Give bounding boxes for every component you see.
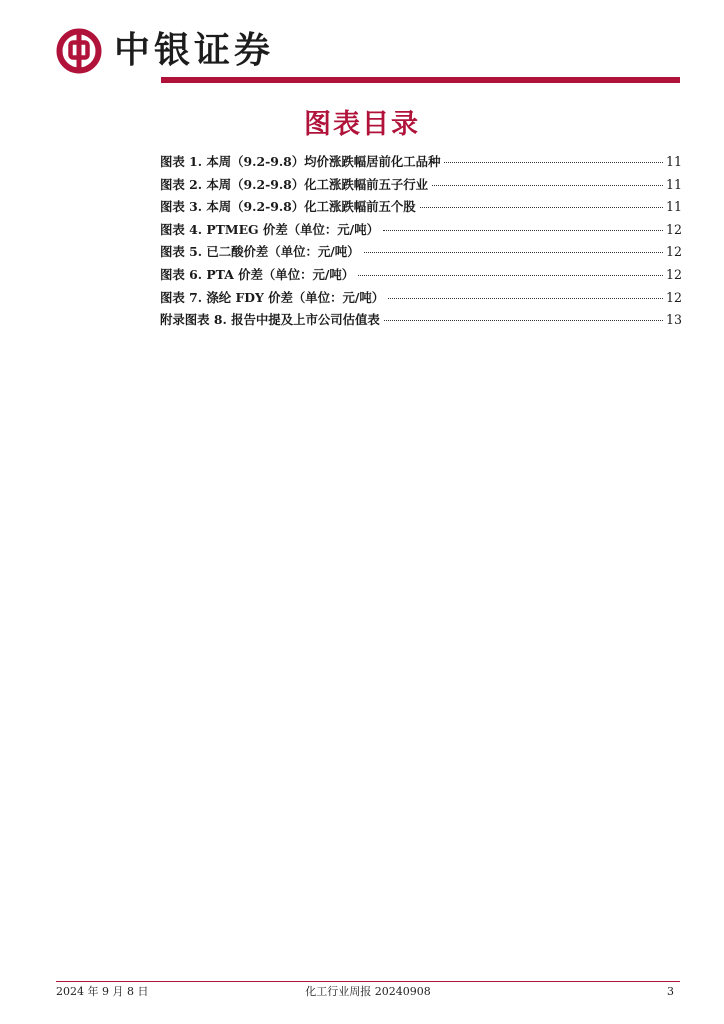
toc-leader-dots: [444, 161, 663, 163]
toc-entry[interactable]: [160, 265, 682, 288]
toc-leader-dots: [383, 229, 663, 231]
footer-page-number: 3: [667, 985, 674, 998]
page-header: [56, 28, 680, 84]
toc-entry-label: 图表 3. 本周（9.2-9.8）化工涨跌幅前五个股: [160, 199, 416, 215]
toc-entry-label: 图表 7. 涤纶 FDY 价差（单位：元/吨）: [160, 289, 385, 305]
toc-leader-dots: [364, 251, 663, 253]
toc-entry-page: 11: [665, 199, 682, 215]
toc-leader-dots: [384, 319, 663, 321]
bank-of-china-logo-icon: [56, 28, 102, 74]
toc-entry[interactable]: [160, 152, 682, 175]
toc-entry-page: 13: [665, 312, 682, 328]
toc-leader-dots: [432, 184, 663, 186]
toc-entry-label: 图表 6. PTA 价差（单位：元/吨）: [160, 266, 355, 282]
brand-name: 中银证券: [114, 30, 275, 71]
page-footer: [56, 985, 680, 1001]
footer-report-name: 化工行业周报 20240908: [305, 985, 431, 998]
header-divider: [161, 77, 680, 83]
toc-entry[interactable]: [160, 288, 682, 311]
toc-entry[interactable]: [160, 310, 682, 333]
toc-entry[interactable]: [160, 175, 682, 198]
toc-list: [160, 152, 682, 333]
toc-entry-page: 12: [665, 266, 682, 282]
toc-leader-dots: [388, 297, 663, 299]
footer-date: 2024 年 9 月 8 日: [56, 985, 149, 998]
toc-entry-label: 图表 2. 本周（9.2-9.8）化工涨跌幅前五子行业: [160, 176, 429, 192]
toc-entry-label: 图表 1. 本周（9.2-9.8）均价涨跌幅居前化工品种: [160, 154, 441, 169]
toc-title: 图表目录: [304, 109, 420, 140]
toc-entry-label: 图表 4. PTMEG 价差（单位：元/吨）: [160, 221, 379, 237]
toc-entry[interactable]: [160, 242, 682, 265]
toc-entry[interactable]: [160, 197, 682, 220]
toc-entry-label: 附录图表 8. 报告中提及上市公司估值表: [160, 312, 380, 328]
toc-entry-page: 11: [665, 154, 682, 169]
toc-entry-page: 12: [665, 289, 682, 305]
toc-entry-page: 12: [665, 244, 682, 260]
toc-entry[interactable]: [160, 220, 682, 243]
toc-entry-page: 11: [665, 176, 682, 192]
toc-entry-label: 图表 5. 已二酸价差（单位：元/吨）: [160, 244, 360, 260]
toc-leader-dots: [358, 274, 663, 276]
toc-entry-page: 12: [665, 221, 682, 237]
footer-divider: [56, 981, 680, 982]
toc-leader-dots: [420, 206, 663, 208]
